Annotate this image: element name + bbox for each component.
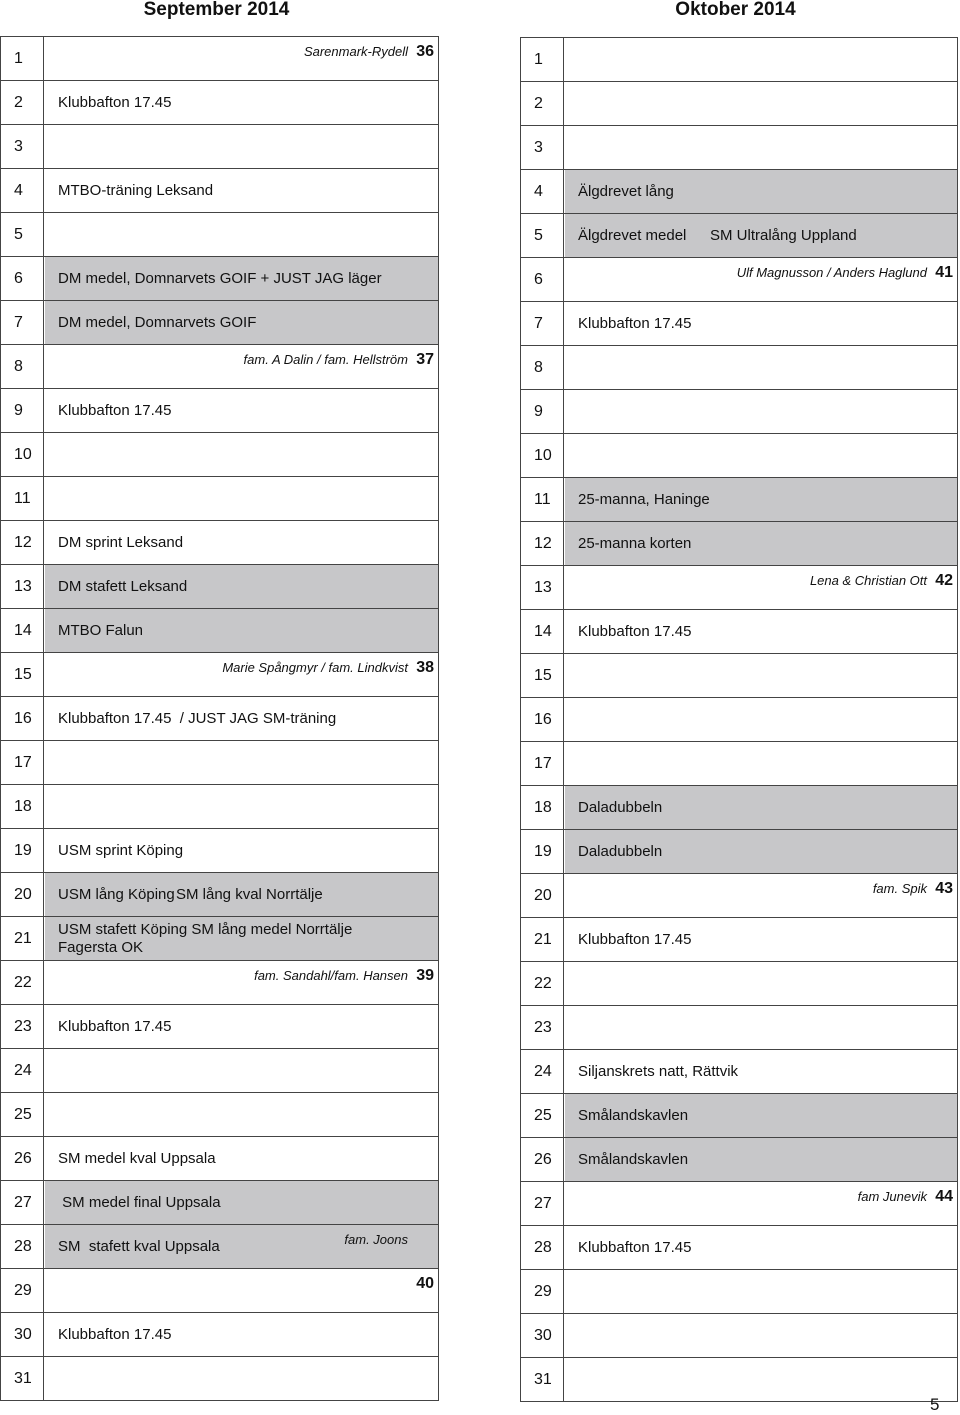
event-text: Siljanskrets natt, Rättvik — [578, 1063, 739, 1080]
day-number: 17 — [1, 741, 44, 784]
day-number: 2 — [1, 81, 44, 124]
day-content — [565, 962, 957, 1005]
event-text-secondary: SM Ultralång Uppland — [710, 227, 857, 244]
day-content — [45, 521, 438, 564]
event-text: USM lång Köping — [58, 886, 175, 903]
day-content — [565, 434, 957, 477]
day-row — [1, 1357, 439, 1401]
day-content — [565, 1314, 957, 1357]
event-text: Klubbafton 17.45 — [578, 623, 692, 640]
host-name: fam. Joons — [344, 1232, 408, 1247]
day-content — [45, 169, 438, 212]
host-name: Ulf Magnusson / Anders Haglund — [736, 265, 927, 280]
day-row — [521, 962, 958, 1006]
day-row — [521, 1358, 958, 1402]
day-content — [45, 697, 438, 740]
day-number: 16 — [521, 698, 564, 741]
day-content — [565, 1358, 957, 1401]
day-number: 12 — [1, 521, 44, 564]
day-row — [1, 345, 439, 389]
day-number: 1 — [521, 38, 564, 81]
day-content — [45, 565, 438, 608]
day-row — [521, 522, 958, 566]
day-number: 26 — [521, 1138, 564, 1181]
day-content — [45, 1093, 438, 1136]
day-content — [565, 38, 957, 81]
event-text: DM medel, Domnarvets GOIF + JUST JAG läger — [58, 270, 382, 287]
day-number: 4 — [521, 170, 564, 213]
week-number: 42 — [935, 572, 953, 589]
event-text: MTBO-träning Leksand — [58, 182, 214, 199]
week-number: 40 — [416, 1275, 434, 1292]
event-text: 25-manna, Haninge — [578, 491, 710, 508]
day-number: 9 — [521, 390, 564, 433]
day-content — [565, 610, 957, 653]
day-content — [565, 1270, 957, 1313]
day-number: 22 — [521, 962, 564, 1005]
event-text-secondary: SM lång kval Norrtälje — [176, 886, 323, 903]
day-row — [1, 37, 439, 81]
day-number: 10 — [1, 433, 44, 476]
day-number: 21 — [521, 918, 564, 961]
day-row — [521, 1006, 958, 1050]
day-number: 30 — [1, 1313, 44, 1356]
day-number: 30 — [521, 1314, 564, 1357]
day-number: 15 — [1, 653, 44, 696]
host-name: fam. A Dalin / fam. Hellström — [243, 352, 408, 367]
day-number: 13 — [521, 566, 564, 609]
day-row — [1, 477, 439, 521]
week-number: 43 — [935, 880, 953, 897]
event-text: Klubbafton 17.45 — [58, 402, 172, 419]
event-line-2: Fagersta OK — [58, 939, 144, 956]
day-content — [45, 1313, 438, 1356]
event-text: USM sprint Köping — [58, 842, 184, 859]
day-row — [1, 1093, 439, 1137]
week-number: 36 — [416, 43, 434, 60]
event-text: SM stafett kval Uppsala — [58, 1238, 220, 1255]
day-number: 26 — [1, 1137, 44, 1180]
day-row — [521, 1314, 958, 1358]
event-text: SM medel kval Uppsala — [58, 1150, 216, 1167]
event-text: Älgdrevet medel — [578, 227, 687, 244]
day-number: 14 — [1, 609, 44, 652]
day-content — [45, 433, 438, 476]
day-number: 2 — [521, 82, 564, 125]
day-row — [1, 125, 439, 169]
day-number: 6 — [521, 258, 564, 301]
day-row — [1, 257, 439, 301]
week-number: 44 — [935, 1188, 953, 1205]
host-name: Sarenmark-Rydell — [303, 44, 408, 59]
day-number: 12 — [521, 522, 564, 565]
day-number: 9 — [1, 389, 44, 432]
day-content — [45, 785, 438, 828]
day-content — [565, 82, 957, 125]
day-content — [45, 257, 438, 300]
event-text: DM medel, Domnarvets GOIF — [58, 314, 257, 331]
day-row — [1, 829, 439, 873]
event-line-1: USM stafett Köping SM lång medel Norrtälje — [58, 921, 353, 938]
day-content — [45, 1137, 438, 1180]
event-text: DM sprint Leksand — [58, 534, 184, 551]
day-row — [1, 785, 439, 829]
day-number: 24 — [1, 1049, 44, 1092]
page-number: 5 — [930, 1395, 940, 1414]
day-number: 27 — [521, 1182, 564, 1225]
day-row — [1, 1137, 439, 1181]
calendar-oktober — [520, 37, 958, 1402]
week-number: 37 — [416, 351, 434, 368]
day-row — [521, 830, 958, 874]
day-row — [1, 1005, 439, 1049]
day-content — [565, 1006, 957, 1049]
day-content — [45, 1181, 438, 1224]
month-title-oktober: Oktober 2014 — [675, 0, 796, 20]
day-number: 20 — [521, 874, 564, 917]
day-row — [1, 873, 439, 917]
day-content — [565, 126, 957, 169]
day-content — [45, 345, 438, 388]
day-row — [1, 565, 439, 609]
day-row — [521, 346, 958, 390]
day-number: 29 — [1, 1269, 44, 1312]
day-row — [1, 389, 439, 433]
day-row — [1, 961, 439, 1005]
week-number: 38 — [416, 659, 434, 676]
day-content — [565, 522, 957, 565]
event-text: MTBO Falun — [58, 622, 144, 639]
day-number: 19 — [1, 829, 44, 872]
event-text: Smålandskavlen — [578, 1151, 689, 1168]
day-number: 23 — [1, 1005, 44, 1048]
day-content — [565, 1094, 957, 1137]
event-text: Klubbafton 17.45 — [578, 315, 692, 332]
day-row — [521, 170, 958, 214]
day-row — [521, 478, 958, 522]
event-text: Klubbafton 17.45 — [58, 1018, 172, 1035]
day-content — [45, 873, 438, 916]
event-text: DM stafett Leksand — [58, 578, 188, 595]
day-number: 28 — [1, 1225, 44, 1268]
day-number: 8 — [521, 346, 564, 389]
day-number: 14 — [521, 610, 564, 653]
day-content — [45, 1049, 438, 1092]
day-number: 3 — [521, 126, 564, 169]
host-name: fam Junevik — [857, 1189, 927, 1204]
day-row — [1, 653, 439, 697]
day-number: 24 — [521, 1050, 564, 1093]
day-row — [521, 698, 958, 742]
day-number: 10 — [521, 434, 564, 477]
week-number: 39 — [416, 967, 434, 984]
day-content — [565, 1050, 957, 1093]
day-content — [565, 390, 957, 433]
day-number: 31 — [521, 1358, 564, 1401]
day-row — [1, 521, 439, 565]
day-content — [565, 830, 957, 873]
day-row — [1, 81, 439, 125]
day-content — [565, 1226, 957, 1269]
day-number: 7 — [1, 301, 44, 344]
day-row — [1, 301, 439, 345]
day-content — [45, 1269, 438, 1312]
day-number: 8 — [1, 345, 44, 388]
day-content — [45, 609, 438, 652]
day-row — [521, 874, 958, 918]
day-content — [45, 301, 438, 344]
day-content — [45, 389, 438, 432]
day-row — [521, 214, 958, 258]
day-row — [1, 1269, 439, 1313]
day-number: 28 — [521, 1226, 564, 1269]
day-number: 1 — [1, 37, 44, 80]
day-content — [565, 1182, 957, 1225]
day-content — [565, 1138, 957, 1181]
day-row — [521, 126, 958, 170]
day-content — [45, 1357, 438, 1400]
event-text: Klubbafton 17.45 — [58, 94, 172, 111]
day-number: 4 — [1, 169, 44, 212]
day-row — [1, 169, 439, 213]
day-number: 13 — [1, 565, 44, 608]
day-row — [1, 1225, 439, 1269]
month-title-september: September 2014 — [143, 0, 290, 20]
week-number: 41 — [935, 264, 953, 281]
day-number: 5 — [521, 214, 564, 257]
day-number: 31 — [1, 1357, 44, 1400]
day-number: 15 — [521, 654, 564, 697]
day-number: 27 — [1, 1181, 44, 1224]
day-row — [1, 433, 439, 477]
day-number: 3 — [1, 125, 44, 168]
day-row — [1, 1181, 439, 1225]
day-number: 22 — [1, 961, 44, 1004]
host-name: Lena & Christian Ott — [809, 573, 927, 588]
day-content — [45, 1005, 438, 1048]
calendar-september — [0, 36, 439, 1401]
day-row — [521, 742, 958, 786]
day-row — [1, 1313, 439, 1357]
day-row — [1, 1049, 439, 1093]
day-number: 17 — [521, 742, 564, 785]
day-number: 18 — [1, 785, 44, 828]
day-number: 11 — [1, 477, 44, 520]
day-content — [565, 214, 957, 257]
day-content — [565, 918, 957, 961]
day-number: 29 — [521, 1270, 564, 1313]
day-content — [45, 741, 438, 784]
event-text — [58, 921, 352, 957]
day-number: 25 — [521, 1094, 564, 1137]
day-row — [521, 610, 958, 654]
day-row — [521, 434, 958, 478]
day-row — [521, 566, 958, 610]
day-row — [521, 258, 958, 302]
day-content — [45, 653, 438, 696]
day-content — [565, 302, 957, 345]
day-row — [1, 917, 439, 961]
host-name: Marie Spångmyr / fam. Lindkvist — [222, 660, 408, 675]
host-name: fam. Sandahl/fam. Hansen — [254, 968, 408, 983]
day-content — [45, 917, 438, 960]
day-number: 5 — [1, 213, 44, 256]
day-number: 6 — [1, 257, 44, 300]
day-content — [565, 698, 957, 741]
event-text: SM medel final Uppsala — [58, 1194, 221, 1211]
day-number: 11 — [521, 478, 564, 521]
day-row — [521, 1270, 958, 1314]
day-content — [45, 213, 438, 256]
day-row — [521, 654, 958, 698]
event-text: Klubbafton 17.45 — [578, 1239, 692, 1256]
day-row — [521, 1182, 958, 1226]
day-content — [45, 1225, 438, 1268]
day-content — [565, 566, 957, 609]
day-content — [45, 125, 438, 168]
day-content — [565, 478, 957, 521]
day-number: 7 — [521, 302, 564, 345]
day-number: 23 — [521, 1006, 564, 1049]
day-content — [45, 37, 438, 80]
day-row — [521, 390, 958, 434]
day-content — [45, 829, 438, 872]
day-row — [1, 741, 439, 785]
event-text: Daladubbeln — [578, 843, 663, 860]
event-text: Smålandskavlen — [578, 1107, 689, 1124]
day-row — [521, 786, 958, 830]
event-text: Älgdrevet lång — [578, 183, 674, 200]
day-row — [521, 1050, 958, 1094]
day-row — [1, 697, 439, 741]
host-name: fam. Spik — [872, 881, 927, 896]
day-row — [1, 213, 439, 257]
day-number: 18 — [521, 786, 564, 829]
event-text: Klubbafton 17.45 — [58, 1326, 172, 1343]
event-text: Klubbafton 17.45 — [578, 931, 692, 948]
day-row — [521, 1138, 958, 1182]
day-number: 16 — [1, 697, 44, 740]
day-number: 20 — [1, 873, 44, 916]
day-content — [565, 654, 957, 697]
day-content — [565, 346, 957, 389]
event-text: Daladubbeln — [578, 799, 663, 816]
day-content — [565, 786, 957, 829]
day-content — [565, 170, 957, 213]
day-row — [521, 1094, 958, 1138]
event-text: 25-manna korten — [578, 535, 692, 552]
day-row — [521, 302, 958, 346]
day-content — [565, 258, 957, 301]
day-number: 19 — [521, 830, 564, 873]
day-number: 21 — [1, 917, 44, 960]
day-content — [45, 961, 438, 1004]
day-content — [565, 742, 957, 785]
day-content — [565, 874, 957, 917]
event-text: Klubbafton 17.45 / JUST JAG SM-träning — [58, 710, 337, 727]
day-row — [1, 609, 439, 653]
day-row — [521, 38, 958, 82]
day-row — [521, 82, 958, 126]
day-row — [521, 918, 958, 962]
day-content — [45, 81, 438, 124]
day-row — [521, 1226, 958, 1270]
day-content — [45, 477, 438, 520]
day-number: 25 — [1, 1093, 44, 1136]
